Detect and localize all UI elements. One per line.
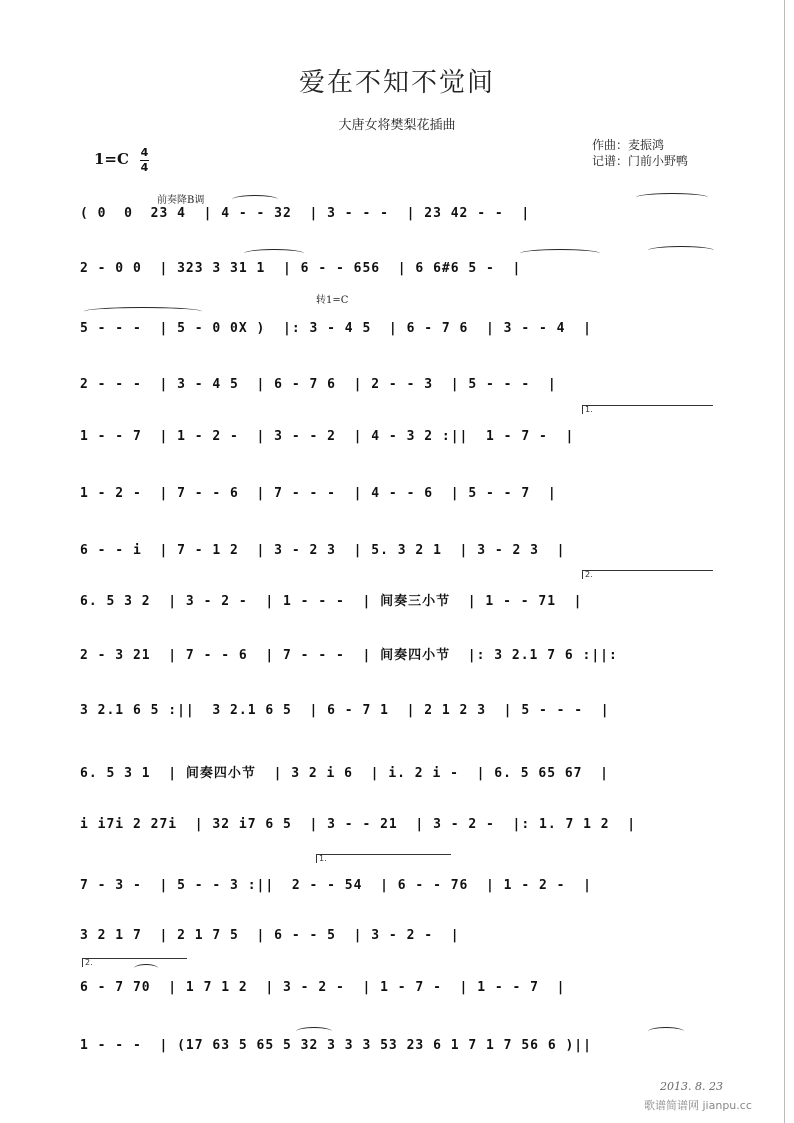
volta-2: 2. [82, 958, 187, 967]
score-line-7: 6 - - i | 7 - 1 2 | 3 - 2 3 | 5. 3 2 1 | 3 - 2 3 | [80, 542, 566, 558]
score-line-4: 2 - - - | 3 - 4 5 | 6 - 7 6 | 2 - - 3 | 5 - - - | [80, 376, 557, 392]
score-line-3: 5 - - - | 5 - 0 0X ) |: 3 - 4 5 | 6 - 7 6 | 3 - - 4 | [80, 320, 592, 336]
score-line-10: 3 2.1 6 5 :|| 3 2.1 6 5 | 6 - 7 1 | 2 1 2 3 | 5 - - - | [80, 702, 610, 718]
score-line-5: 1 - - 7 | 1 - 2 - | 3 - - 2 | 4 - 3 2 :|| 1 - 7 - | [80, 428, 575, 444]
transcriber-credit: 记谱：门前小野鸭 [592, 154, 689, 168]
score-line-6: 1 - 2 - | 7 - - 6 | 7 - - - | 4 - - 6 | 5 - - 7 | [80, 485, 557, 501]
song-title: 爱在不知不觉间 [298, 68, 495, 98]
prelude-annotation: 前奏降B调 [157, 195, 205, 206]
score-line-11: 6. 5 3 1 | 间奏四小节 | 3 2 i 6 | i. 2 i - | 6. 5 65 67 | [80, 765, 609, 781]
score-line-8: 6. 5 3 2 | 3 - 2 - | 1 - - - | 间奏三小节 | 1 - - 71 | [80, 593, 583, 609]
key-signature: 1=C [94, 150, 129, 168]
credits [592, 137, 688, 169]
score-line-12: i i7i 2 27i | 32 i7 6 5 | 3 - - 21 | 3 - 2 - |: 1. 7 1 2 | [80, 816, 637, 832]
volta-2: 2. [582, 570, 713, 579]
watermark: 歌谱简谱网 jianpu.cc [644, 1099, 752, 1112]
score-line-1: ( 0 0 23 4 | 4 - - 32 | 3 - - - | 23 42 - - | [80, 205, 531, 221]
score-line-15: 6 - 7 70 | 1 7 1 2 | 3 - 2 - | 1 - 7 - | 1 - - 7 | [80, 979, 566, 995]
score-line-13: 7 - 3 - | 5 - - 3 :|| 2 - - 54 | 6 - - 76 | 1 - 2 - | [80, 877, 592, 893]
score-line-9: 2 - 3 21 | 7 - - 6 | 7 - - - | 间奏四小节 |: 3 2.1 7 6 :||: [80, 647, 618, 663]
page-edge [784, 0, 785, 1123]
time-bottom: 4 [140, 161, 149, 174]
slur [648, 246, 714, 255]
modulation-annotation: 转1=C [316, 295, 349, 306]
volta-1: 1. [582, 405, 713, 414]
time-signature [140, 147, 149, 174]
time-top: 4 [140, 146, 149, 159]
date-stamp: 2013. 8. 23 [660, 1080, 723, 1093]
score-line-2: 2 - 0 0 | 323 3 31 1 | 6 - - 656 | 6 6#6 5 - | [80, 260, 522, 276]
song-subtitle: 大唐女将樊梨花插曲 [338, 118, 456, 133]
score-line-14: 3 2 1 7 | 2 1 7 5 | 6 - - 5 | 3 - 2 - | [80, 927, 460, 943]
volta-1: 1. [316, 854, 451, 863]
score-line-16: 1 - - - | (17 63 5 65 5 32 3 3 3 53 23 6 1 7 1 7 56 6 )|| [80, 1037, 592, 1053]
composer-credit: 作曲：麦振鸿 [592, 138, 665, 152]
